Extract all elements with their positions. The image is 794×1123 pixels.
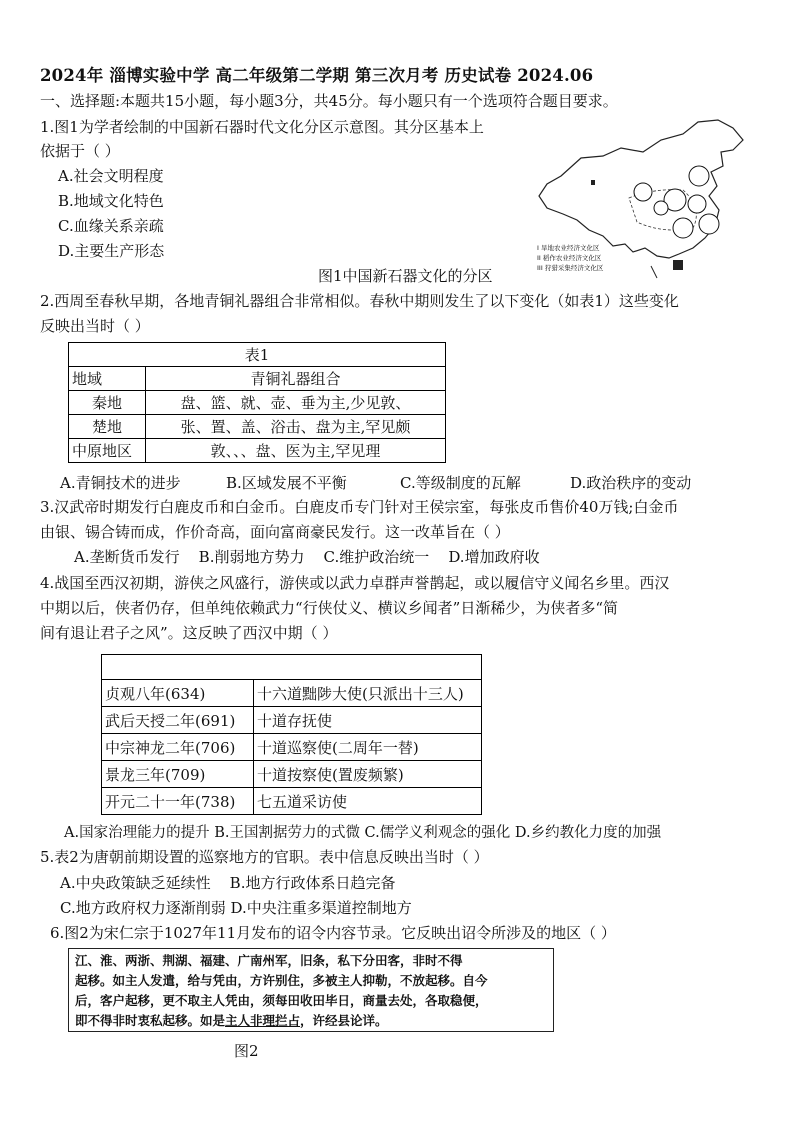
q1-option-c: C.血缘关系亲疏 [58,217,164,235]
table-cell: 十道巡察使(二周年一替) [254,734,482,761]
q2-option-a: A.青铜技术的进步 [60,474,181,492]
table1 [68,342,446,463]
table-cell: 盘、篮、就、壶、垂为主,少见敦、 [146,391,446,415]
q1-stem-line1: 1.图1为学者绘制的中国新石器时代文化分区示意图。其分区基本上 [40,118,484,136]
table-row [102,707,482,734]
decree-line: 江、淮、两浙、荆湖、福建、广南州军，旧条，私下分田客，非时不得 [75,953,463,968]
q5-options-cd: C.地方政府权力逐渐削弱 D.中央注重多渠道控制地方 [60,899,412,917]
decree-underlined-text: 主人非理拦占 [225,1013,301,1028]
q2-option-b: B.区域发展不平衡 [226,474,347,492]
q4-stem-line2: 中期以后，侠者仍存，但单纯依赖武力“行侠仗义、横议乡闻者”日渐稀少，为侠者多“简 [40,599,619,617]
table-cell: 敦、、、盘、医为主,罕见理 [146,439,446,463]
map-legend [537,243,604,272]
q2-option-c: C.等级制度的瓦解 [400,474,521,492]
table-row [69,415,446,439]
q1-option-a: A.社会文明程度 [58,167,164,185]
page-title: 2024年 淄博实验中学 高二年级第二学期 第三次月考 历史试卷 2024.06 [40,66,594,85]
table-row [102,761,482,788]
table-row [102,788,482,815]
table-cell: 楚地 [69,415,146,439]
decree-line [75,1011,547,1031]
table2-empty-header [102,655,482,680]
table1-title: 表1 [69,343,446,367]
decree-line: 起移。如主人发遣，给与凭由，方许别住，多被主人抑勒，不放起移。自今 [75,973,488,988]
table-cell: 秦地 [69,391,146,415]
q2-option-d: D.政治秩序的变动 [570,474,692,492]
table-cell: 七五道采访使 [254,788,482,815]
table-row [69,391,446,415]
map-legend-2: II 稻作农业经济文化区 [537,254,602,262]
q2-stem-line1: 2.西周至春秋早期，各地青铜礼器组合非常相似。春秋中期则发生了以下变化（如表1）这些变化 [40,292,679,310]
table1-header-vessels: 青铜礼器组合 [146,367,446,391]
table-cell: 景龙三年(709) [102,761,254,788]
map-legend-3: III 狩猎采集经济文化区 [537,264,604,272]
table2 [101,654,482,815]
table-row [69,343,446,367]
table-cell: 贞观八年(634) [102,680,254,707]
table-row [69,439,446,463]
table-cell: 十道按察使(置废频繁) [254,761,482,788]
table-cell: 张、置、盖、浴击、盘为主,罕见颇 [146,415,446,439]
q1-option-d: D.主要生产形态 [58,242,165,260]
q1-stem-line2: 依据于（ ） [40,142,120,160]
table-cell: 中宗神龙二年(706) [102,734,254,761]
table-row [102,734,482,761]
table-row [102,655,482,680]
figure2-decree-excerpt [68,948,554,1032]
section-instructions: 一、选择题:本题共15小题，每小题3分，共45分。每小题只有一个选项符合题目要求。 [40,92,618,110]
table-cell: 开元二十一年(738) [102,788,254,815]
q5-stem: 5.表2为唐朝前期设置的巡察地方的官职。表中信息反映出当时（ ） [40,848,489,866]
table-row [69,367,446,391]
q6-stem: 6.图2为宋仁宗于1027年11月发布的诏令内容节录。它反映出诏令所涉及的地区（ ） [50,924,616,942]
decree-line: 后，客户起移，更不取主人凭由，须每田收田毕日，商量去处，各取稳便， [75,993,488,1008]
q1-option-b: B.地域文化特色 [58,192,164,210]
decree-text: 即不得非时衷私起移。如是 [75,1013,226,1028]
q4-stem-line3: 间有退让君子之风”。这反映了西汉中期（ ） [40,624,338,642]
q3-stem-line1: 3.汉武帝时期发行白鹿皮币和白金币。白鹿皮币专门针对王侯宗室，每张皮币售价40万钱;白金币 [40,498,679,516]
figure2-caption: 图2 [234,1042,259,1060]
table-cell: 十道存抚使 [254,707,482,734]
decree-text: ，许经县论详。 [300,1013,388,1028]
table-row [102,680,482,707]
table1-header-region: 地域 [69,367,146,391]
q5-options-ab: A.中央政策缺乏延续性 B.地方行政体系日趋完备 [60,874,396,892]
q3-stem-line2: 由银、锡合铸而成，作价奇高，面向富商豪民发行。这一改革旨在（ ） [40,523,510,541]
q4-options: A.国家治理能力的提升 B.王国割据劳力的式微 C.儒学义利观念的强化 D.乡约教化力度的加强 [64,825,662,841]
q3-options: A.垄断货币发行 B.削弱地方势力 C.维护政治统一 D.增加政府收 [74,548,540,566]
figure1-caption: 图1中国新石器文化的分区 [318,267,493,285]
neolithic-culture-map [533,118,757,282]
q4-stem-line1: 4.战国至西汉初期，游侠之风盛行，游侠或以武力卓群声誉鹊起，或以履信守义闻名乡里。西汉 [40,574,670,592]
q2-stem-line2: 反映出当时（ ） [40,317,150,335]
table-cell: 武后天授二年(691) [102,707,254,734]
table-cell: 十六道黜陟大使(只派出十三人) [254,680,482,707]
map-legend-1: I 旱地农业经济文化区 [537,244,600,252]
table-cell: 中原地区 [69,439,146,463]
